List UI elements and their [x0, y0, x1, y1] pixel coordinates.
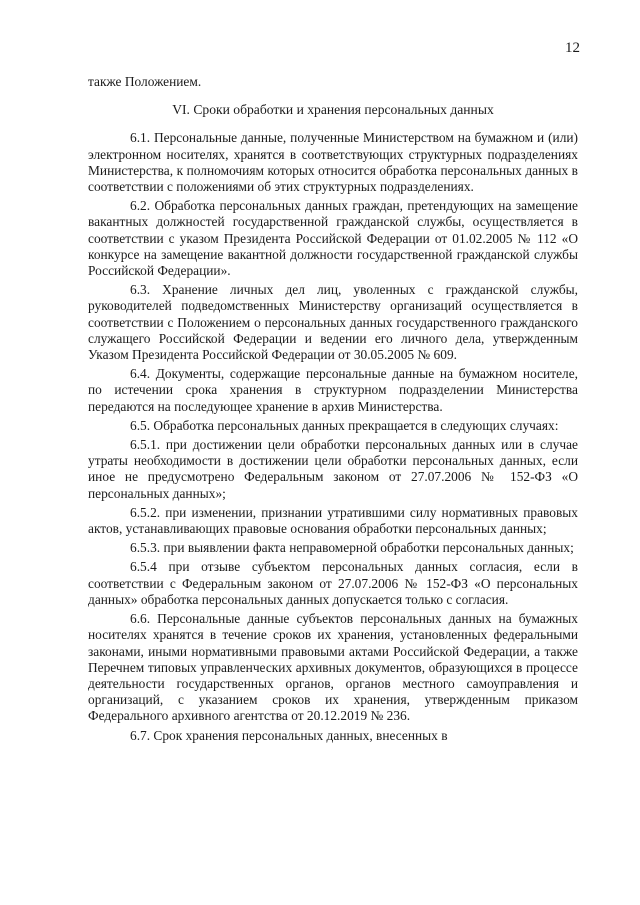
- section-heading: VI. Сроки обработки и хранения персональных данных: [172, 102, 494, 118]
- paragraph-6-5: 6.5. Обработка персональных данных прекращается в следующих случаях:: [130, 417, 559, 433]
- paragraph-6-5-2: 6.5.2. при изменении, признании утратившими силу нормативных правовых актов, устанавливающих правовые основания обработки персональных данных;: [88, 504, 578, 537]
- paragraph-6-4: 6.4. Документы, содержащие персональные данные на бумажном носителе, по истечении срока хранения в структурном подразделении Министерства передаются на последующее хранение в архив Министерства.: [88, 366, 578, 414]
- paragraph-6-5-1: 6.5.1. при достижении цели обработки персональных данных или в случае утраты необходимости в достижении цели обработки персональных данных, если иное не предусмотрено Федеральным законом от 27.07.2006 № 152-ФЗ «О персональных данных»;: [88, 437, 578, 501]
- paragraph-6-5-3: 6.5.3. при выявлении факта неправомерной обработки персональных данных;: [130, 540, 574, 556]
- continuation-text: также Положением.: [88, 74, 202, 89]
- paragraph-6-2: 6.2. Обработка персональных данных граждан, претендующих на замещение вакантных должностей государственной гражданской службы, осуществляется в соответствии с указом Президента Российской Федерации от 01.02.2005 № 112 «О конкурсе на замещение вакантной должности государственной гражданской службы Российской Федерации».: [88, 198, 578, 279]
- paragraph-6-7: 6.7. Срок хранения персональных данных, внесенных в: [130, 727, 448, 743]
- page-number: 12: [565, 40, 580, 56]
- paragraph-6-3: 6.3. Хранение личных дел лиц, уволенных с гражданской службы, руководителей подведомственных Министерству организаций осуществляется в соответствии с Положением о персональных данных государственного гражданского служащего Российской Федерации и ведении его личного дела, утвержденным Указом Президента Российской Федерации от 30.05.2005 № 609.: [88, 282, 578, 363]
- paragraph-6-1: 6.1. Персональные данные, полученные Министерством на бумажном и (или) электронном носителях, хранятся в соответствующих структурных подразделениях Министерства, к полномочиям которых относится обработка персональных данных в соответствии с положениями об этих структурных подразделениях.: [88, 130, 578, 195]
- paragraph-6-5-4: 6.5.4 при отзыве субъектом персональных данных согласия, если в соответствии с Федеральным законом от 27.07.2006 № 152-ФЗ «О персональных данных» обработка персональных данных допускается только с согласия.: [88, 559, 578, 607]
- paragraph-6-6: 6.6. Персональные данные субъектов персональных данных на бумажных носителях хранятся в течение сроков их хранения, установленных федеральными законами, иными нормативными правовыми актами Российской Федерации, а также Перечнем типовых управленческих архивных документов, образующихся в процессе деятельности государственных органов, органов местного самоуправления и организаций, с указанием сроков их хранения, утвержденным приказом Федерального архивного агентства от 20.12.2019 № 236.: [88, 611, 578, 724]
- document-body: [88, 74, 578, 744]
